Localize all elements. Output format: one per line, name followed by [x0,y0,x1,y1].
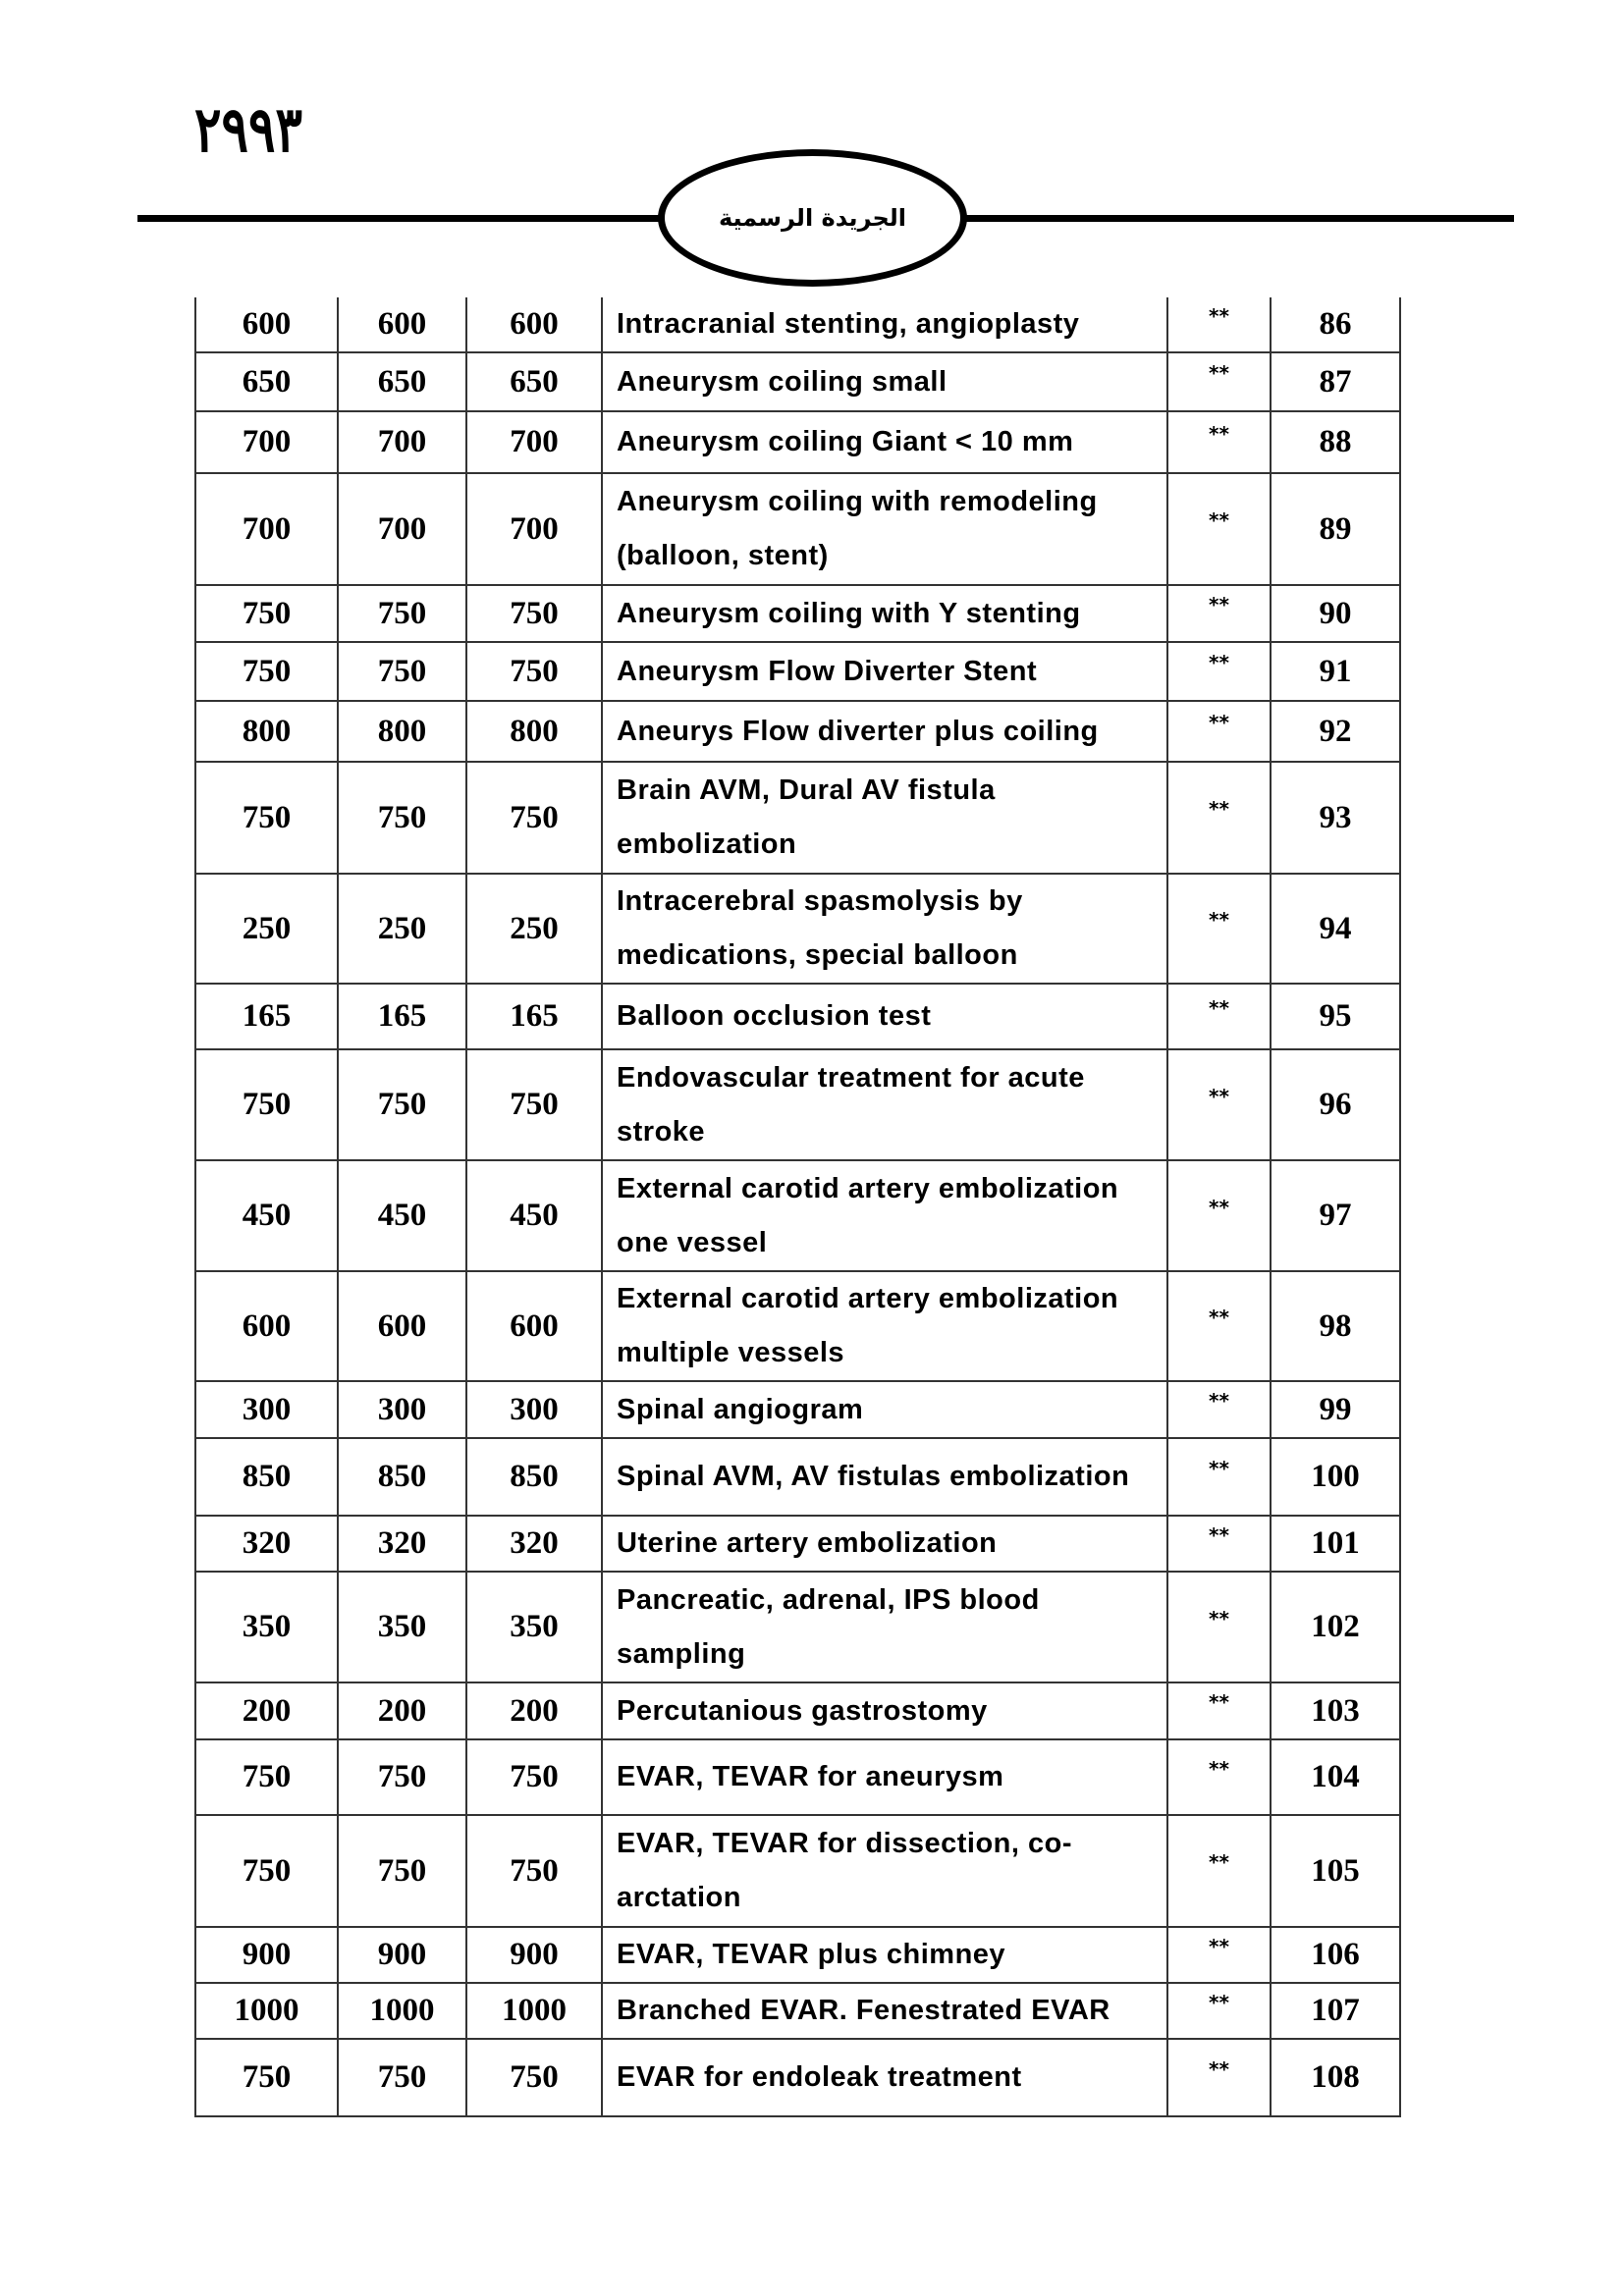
price-col-2: 700 [337,412,465,472]
item-number: 95 [1270,985,1401,1048]
item-number: 105 [1270,1816,1401,1926]
price-col-3: 750 [465,763,601,873]
item-number: 104 [1270,1740,1401,1814]
mark: ** [1166,643,1270,700]
mark: ** [1166,1816,1270,1926]
gazette-title-oval [658,149,967,287]
price-col-1: 650 [194,353,337,410]
price-col-1: 200 [194,1683,337,1738]
table-row [194,353,1401,412]
price-col-3: 1000 [465,1984,601,2038]
price-col-2: 750 [337,763,465,873]
mark: ** [1166,1573,1270,1682]
table-row [194,1050,1401,1161]
item-number: 98 [1270,1272,1401,1380]
item-number: 88 [1270,412,1401,472]
price-col-1: 165 [194,985,337,1048]
table-row [194,586,1401,643]
table-row [194,1816,1401,1928]
price-col-1: 750 [194,1816,337,1926]
price-col-2: 750 [337,2040,465,2115]
price-col-3: 750 [465,1816,601,1926]
procedure-description: Aneurysm coiling with remodeling (balloon, stent) [601,474,1166,584]
price-col-2: 350 [337,1573,465,1682]
table-row [194,643,1401,702]
price-col-2: 750 [337,1740,465,1814]
price-col-3: 250 [465,875,601,983]
table-row [194,412,1401,474]
procedure-description: Aneurysm coiling small [601,353,1166,410]
price-col-3: 650 [465,353,601,410]
procedure-description: Endovascular treatment for acute stroke [601,1050,1166,1159]
price-col-1: 350 [194,1573,337,1682]
mark: ** [1166,353,1270,410]
price-col-2: 900 [337,1928,465,1982]
procedure-description: Aneurysm Flow Diverter Stent [601,643,1166,700]
procedure-description: Pancreatic, adrenal, IPS blood sampling [601,1573,1166,1682]
item-number: 108 [1270,2040,1401,2115]
item-number: 94 [1270,875,1401,983]
table-row [194,474,1401,586]
mark: ** [1166,297,1270,351]
procedure-description: External carotid artery embolization multiple vessels [601,1272,1166,1380]
mark: ** [1166,1740,1270,1814]
price-col-2: 450 [337,1161,465,1270]
procedure-description: Intracranial stenting, angioplasty [601,297,1166,351]
procedure-description: External carotid artery embolization one vessel [601,1161,1166,1270]
table-row [194,2040,1401,2117]
price-col-2: 750 [337,586,465,641]
page-number: ٢٩٩٣ [194,93,302,167]
price-col-3: 350 [465,1573,601,1682]
price-col-3: 600 [465,297,601,351]
item-number: 91 [1270,643,1401,700]
price-col-2: 600 [337,297,465,351]
price-col-1: 300 [194,1382,337,1437]
mark: ** [1166,875,1270,983]
procedure-description: EVAR for endoleak treatment [601,2040,1166,2115]
mark: ** [1166,1272,1270,1380]
table-row [194,702,1401,763]
mark: ** [1166,586,1270,641]
procedure-description: Balloon occlusion test [601,985,1166,1048]
procedure-description: EVAR, TEVAR for aneurysm [601,1740,1166,1814]
procedure-description: Spinal AVM, AV fistulas embolization [601,1439,1166,1515]
mark: ** [1166,1382,1270,1437]
mark: ** [1166,1439,1270,1515]
price-col-3: 750 [465,643,601,700]
price-col-1: 250 [194,875,337,983]
table-row [194,875,1401,985]
item-number: 106 [1270,1928,1401,1982]
table-row [194,1272,1401,1382]
price-col-1: 750 [194,586,337,641]
price-col-1: 750 [194,1740,337,1814]
price-col-2: 600 [337,1272,465,1380]
table-row [194,985,1401,1050]
price-col-1: 600 [194,297,337,351]
price-col-1: 750 [194,1050,337,1159]
table-row [194,1439,1401,1517]
price-col-2: 1000 [337,1984,465,2038]
price-col-2: 800 [337,702,465,761]
price-col-2: 750 [337,643,465,700]
price-col-2: 850 [337,1439,465,1515]
mark: ** [1166,474,1270,584]
item-number: 92 [1270,702,1401,761]
procedure-description: Brain AVM, Dural AV fistula embolization [601,763,1166,873]
table-row [194,1740,1401,1816]
procedure-description: Uterine artery embolization [601,1517,1166,1571]
item-number: 93 [1270,763,1401,873]
procedure-description: Aneurysm coiling Giant < 10 mm [601,412,1166,472]
price-col-3: 800 [465,702,601,761]
gazette-title: الجريدة الرسمية [718,204,907,232]
item-number: 90 [1270,586,1401,641]
price-col-1: 750 [194,643,337,700]
item-number: 102 [1270,1573,1401,1682]
procedure-description: Intracerebral spasmolysis by medications, special balloon [601,875,1166,983]
item-number: 96 [1270,1050,1401,1159]
price-col-2: 750 [337,1050,465,1159]
mark: ** [1166,412,1270,472]
price-col-1: 900 [194,1928,337,1982]
table-row [194,1573,1401,1683]
table-row [194,1984,1401,2040]
table-row [194,1517,1401,1573]
table-row [194,763,1401,875]
table-row [194,1161,1401,1272]
price-col-1: 600 [194,1272,337,1380]
price-col-2: 250 [337,875,465,983]
price-col-3: 750 [465,2040,601,2115]
price-col-3: 320 [465,1517,601,1571]
mark: ** [1166,1984,1270,2038]
price-col-2: 320 [337,1517,465,1571]
procedure-description: Branched EVAR. Fenestrated EVAR [601,1984,1166,2038]
price-col-2: 200 [337,1683,465,1738]
table-row [194,1683,1401,1740]
price-col-2: 700 [337,474,465,584]
procedure-description: Percutanious gastrostomy [601,1683,1166,1738]
price-col-1: 700 [194,412,337,472]
price-col-3: 165 [465,985,601,1048]
procedure-description: Aneurys Flow diverter plus coiling [601,702,1166,761]
procedure-description: EVAR, TEVAR plus chimney [601,1928,1166,1982]
item-number: 101 [1270,1517,1401,1571]
item-number: 99 [1270,1382,1401,1437]
mark: ** [1166,1161,1270,1270]
price-col-3: 600 [465,1272,601,1380]
price-col-2: 165 [337,985,465,1048]
procedure-description: EVAR, TEVAR for dissection, co-arctation [601,1816,1166,1926]
price-col-1: 450 [194,1161,337,1270]
item-number: 86 [1270,297,1401,351]
price-col-2: 300 [337,1382,465,1437]
mark: ** [1166,1517,1270,1571]
price-col-1: 320 [194,1517,337,1571]
price-col-3: 700 [465,412,601,472]
mark: ** [1166,1683,1270,1738]
price-col-1: 700 [194,474,337,584]
mark: ** [1166,1928,1270,1982]
price-col-3: 450 [465,1161,601,1270]
mark: ** [1166,702,1270,761]
item-number: 103 [1270,1683,1401,1738]
item-number: 89 [1270,474,1401,584]
price-col-3: 700 [465,474,601,584]
mark: ** [1166,763,1270,873]
price-col-1: 750 [194,763,337,873]
procedure-description: Aneurysm coiling with Y stenting [601,586,1166,641]
price-col-1: 850 [194,1439,337,1515]
mark: ** [1166,1050,1270,1159]
price-col-1: 800 [194,702,337,761]
item-number: 107 [1270,1984,1401,2038]
price-col-3: 750 [465,586,601,641]
table-row [194,1928,1401,1984]
item-number: 97 [1270,1161,1401,1270]
item-number: 87 [1270,353,1401,410]
mark: ** [1166,2040,1270,2115]
price-col-3: 300 [465,1382,601,1437]
procedure-description: Spinal angiogram [601,1382,1166,1437]
price-col-2: 650 [337,353,465,410]
table-row [194,297,1401,353]
price-col-1: 1000 [194,1984,337,2038]
table-row [194,1382,1401,1439]
price-col-3: 850 [465,1439,601,1515]
mark: ** [1166,985,1270,1048]
price-col-3: 750 [465,1740,601,1814]
price-col-3: 750 [465,1050,601,1159]
price-col-1: 750 [194,2040,337,2115]
item-number: 100 [1270,1439,1401,1515]
price-col-3: 200 [465,1683,601,1738]
price-col-2: 750 [337,1816,465,1926]
price-col-3: 900 [465,1928,601,1982]
